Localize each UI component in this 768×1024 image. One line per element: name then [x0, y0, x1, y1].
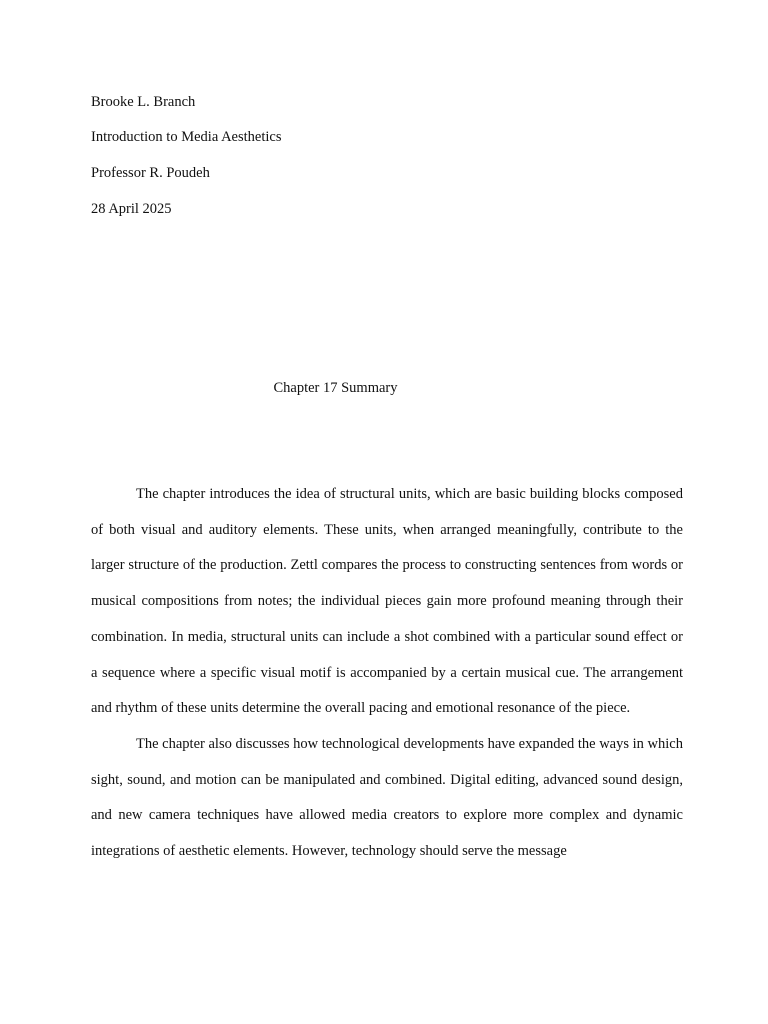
- paragraph-2: The chapter also discusses how technological developments have expanded the ways in which sight, sound, and motion can be manipulated and combined. Digital editing, advanced sound design, and new camera techniques have allowed media creators to explore more complex and dynamic integrations of aesthetic elements. However, technology should serve the message: [91, 735, 683, 860]
- professor-name: Professor R. Poudeh: [91, 165, 210, 181]
- document-body: [91, 477, 683, 870]
- course-name: Introduction to Media Aesthetics: [91, 129, 282, 145]
- author-name: Brooke L. Branch: [91, 94, 196, 110]
- paragraph-1: The chapter introduces the idea of structural units, which are basic building blocks composed of both visual and auditory elements. These units, when arranged meaningfully, contribute to the larger structure of the production. Zettl compares the process to constructing sentences from words or musical compositions from notes; the individual pieces gain more profound meaning through their combination. In media, structural units can include a shot combined with a particular sound effect or a sequence where a specific visual motif is accompanied by a certain musical cue. The arrangement and rhythm of these units determine the overall pacing and emotional resonance of the piece.: [91, 486, 683, 717]
- document-title: Chapter 17 Summary: [273, 380, 398, 396]
- document-date: 28 April 2025: [91, 201, 172, 217]
